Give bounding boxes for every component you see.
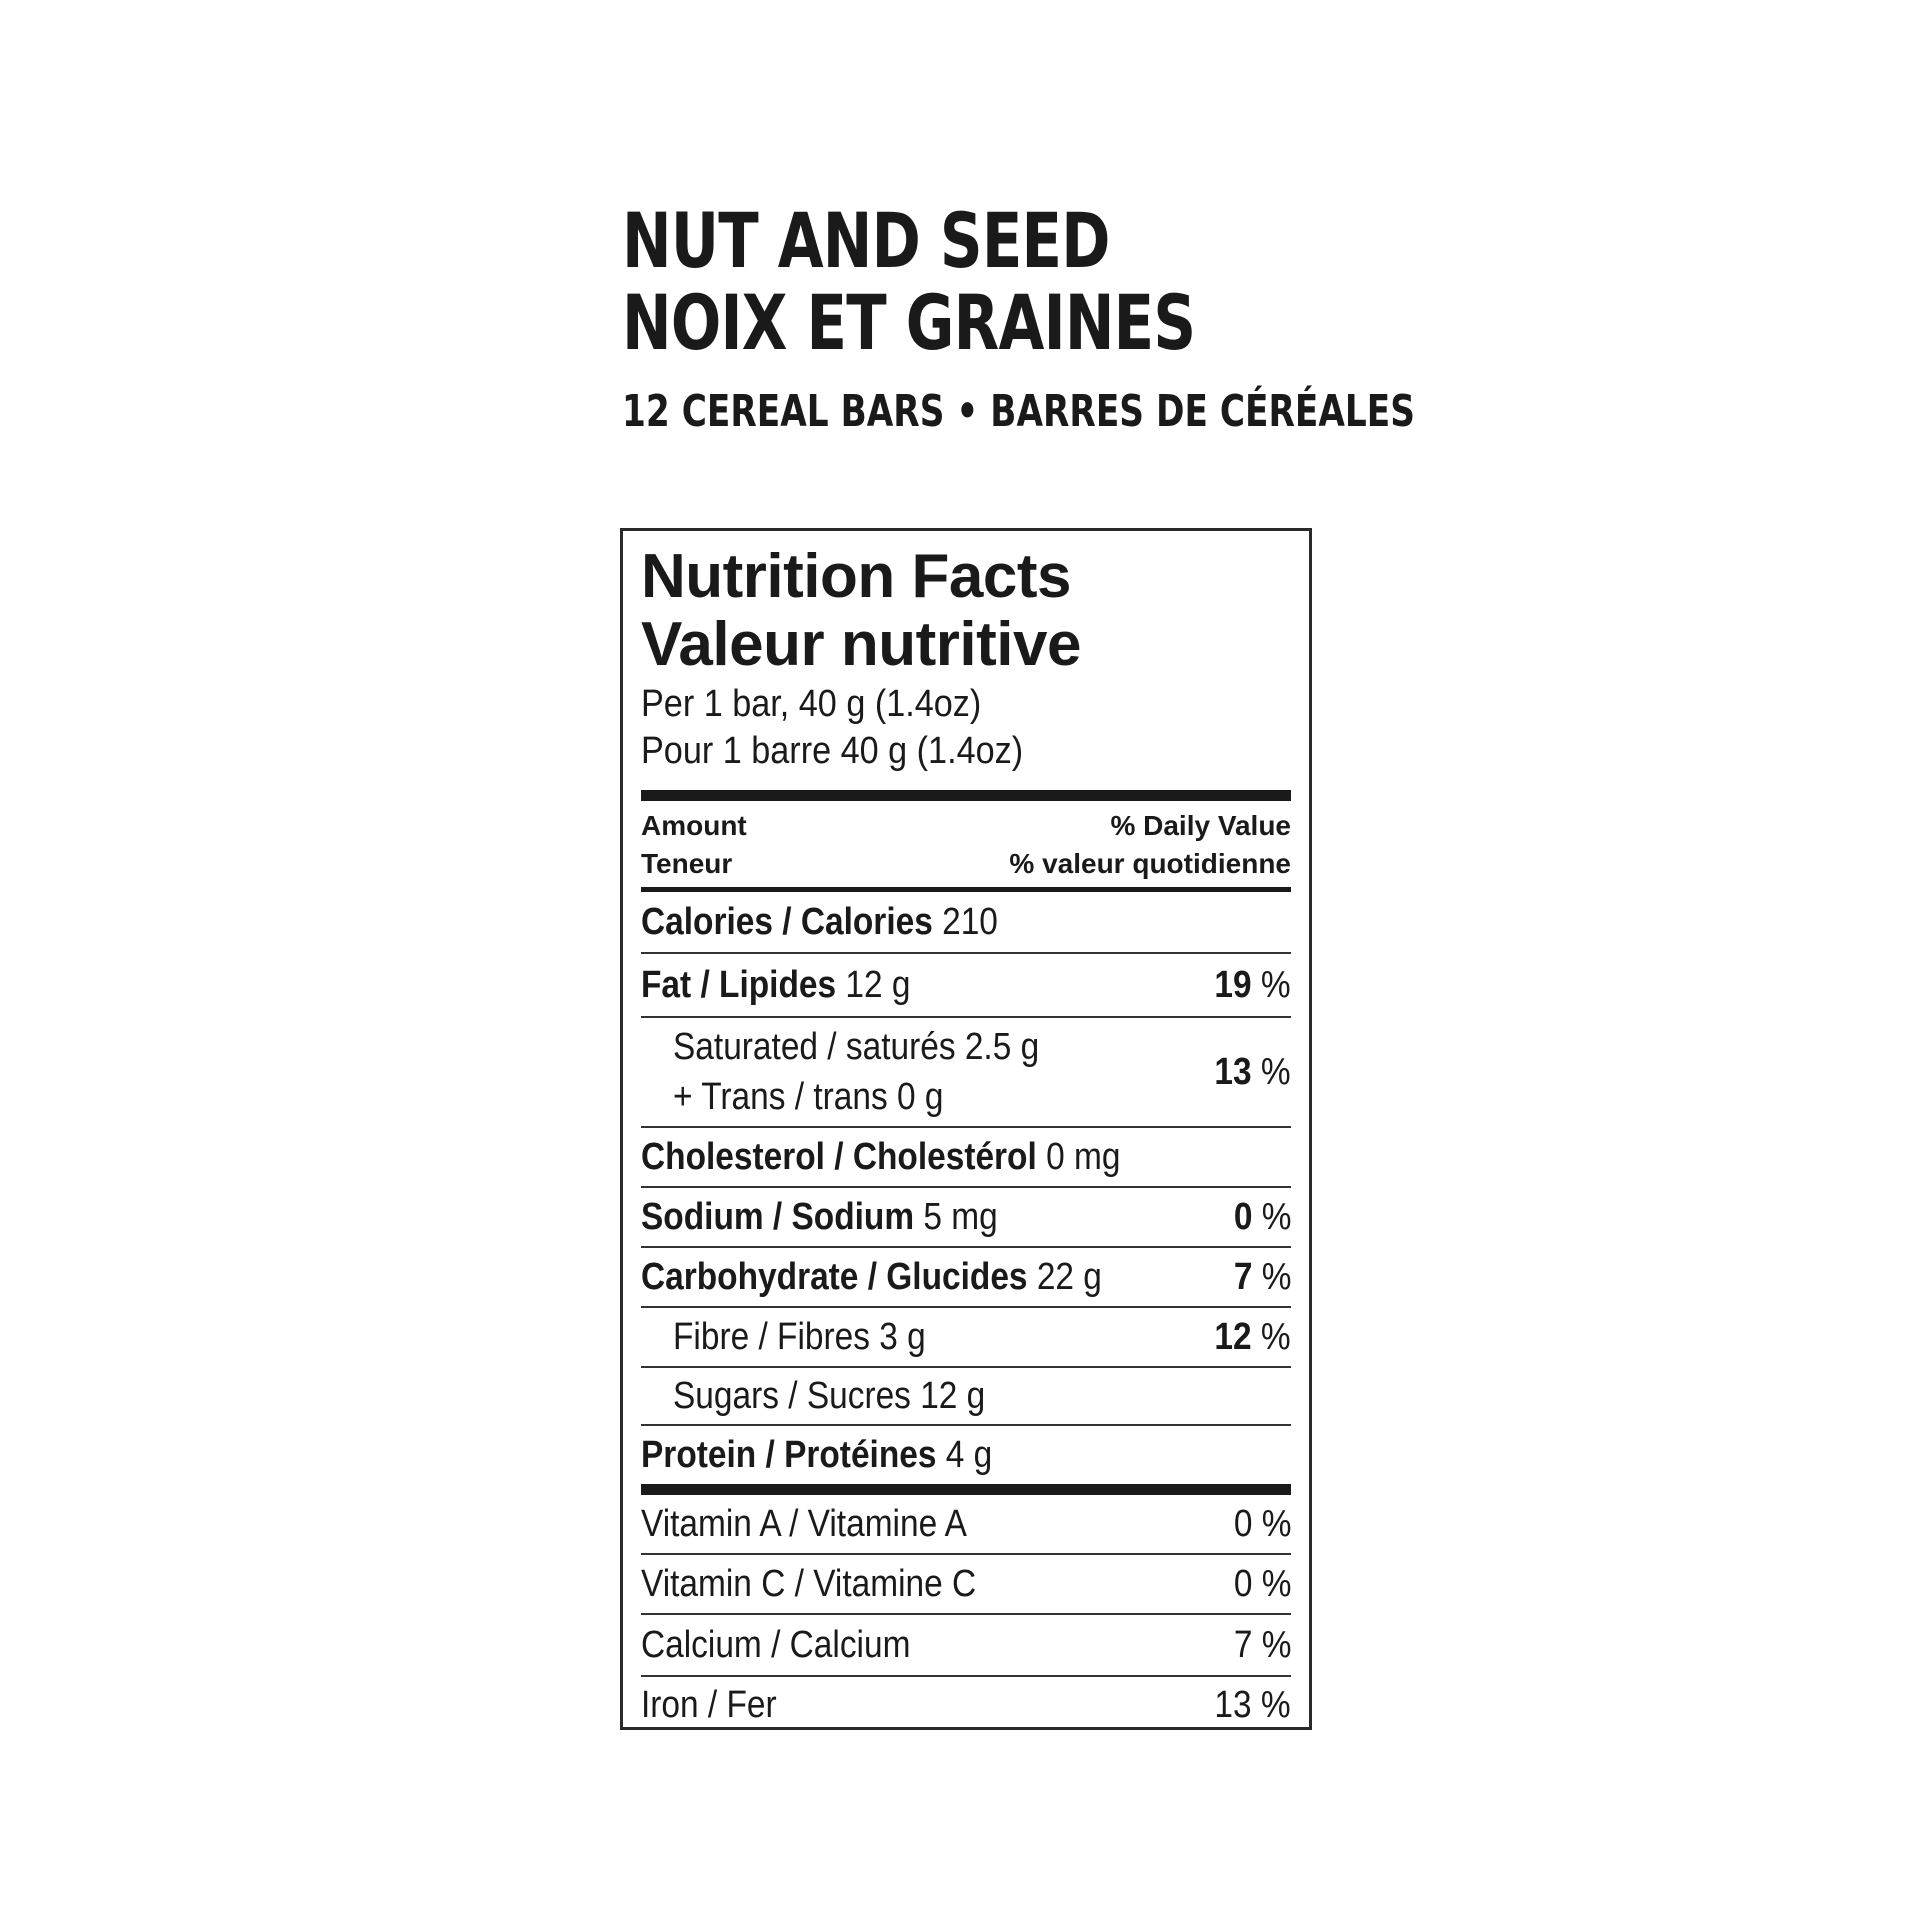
fat-dv: 19 xyxy=(1214,963,1252,1006)
cholesterol-row xyxy=(641,1128,1291,1188)
sodium-row xyxy=(641,1188,1291,1248)
fat-row xyxy=(641,954,1291,1018)
carbohydrate-amount: 22 g xyxy=(1036,1255,1102,1298)
vitamin-row xyxy=(641,1677,1291,1733)
product-header xyxy=(622,196,1415,442)
fat-label: Fat / Lipides xyxy=(641,963,837,1006)
sodium-label: Sodium / Sodium xyxy=(641,1195,915,1238)
calories-row xyxy=(641,892,1291,954)
protein-amount: 4 g xyxy=(945,1433,993,1476)
vitamin-c-dv: 0 % xyxy=(1233,1562,1291,1605)
vitamin-row xyxy=(641,1555,1291,1615)
daily-value-label-en: % Daily Value xyxy=(1110,810,1291,841)
teneur-label: Teneur xyxy=(641,848,733,879)
fibre-dv-unit: % xyxy=(1261,1315,1291,1358)
carbohydrate-label: Carbohydrate / Glucides xyxy=(641,1255,1028,1298)
calcium-label: Calcium / Calcium xyxy=(641,1623,911,1666)
protein-label: Protein / Protéines xyxy=(641,1433,937,1476)
sodium-dv: 0 xyxy=(1233,1195,1252,1238)
fat-amount: 12 g xyxy=(845,963,911,1006)
carbohydrate-row xyxy=(641,1248,1291,1308)
product-name-fr: NOIX ET GRAINES xyxy=(622,278,1196,367)
product-subtitle: 12 CEREAL BARS • BARRES DE CÉRÉALES xyxy=(622,386,1415,437)
vitamin-a-label: Vitamin A / Vitamine A xyxy=(641,1502,967,1545)
trans-label: + Trans / trans 0 g xyxy=(673,1076,944,1118)
nutrition-title-en: Nutrition Facts xyxy=(641,542,1071,611)
sugars-label: Sugars / Sucres 12 g xyxy=(673,1374,986,1417)
saturated-dv: 13 xyxy=(1214,1050,1252,1093)
saturated-dv-unit: % xyxy=(1261,1050,1291,1093)
cholesterol-amount: 0 mg xyxy=(1046,1135,1121,1178)
iron-label: Iron / Fer xyxy=(641,1683,777,1726)
carbohydrate-dv: 7 xyxy=(1233,1255,1252,1298)
sugars-row xyxy=(641,1368,1291,1426)
daily-value-label-fr: % valeur quotidienne xyxy=(1009,848,1291,879)
cholesterol-label: Cholesterol / Cholestérol xyxy=(641,1135,1037,1178)
carbohydrate-dv-unit: % xyxy=(1261,1255,1291,1298)
divider-thick xyxy=(641,790,1291,801)
vitamin-a-dv: 0 % xyxy=(1233,1502,1291,1545)
divider-thick-vitamins xyxy=(641,1484,1291,1495)
product-name-en: NUT AND SEED xyxy=(622,196,1110,285)
column-header xyxy=(641,801,1291,887)
saturated-label: Saturated / saturés 2.5 g xyxy=(673,1026,1040,1068)
amount-label: Amount xyxy=(641,810,747,841)
fibre-dv: 12 xyxy=(1214,1315,1252,1358)
fibre-label: Fibre / Fibres 3 g xyxy=(673,1315,926,1358)
protein-row xyxy=(641,1426,1291,1484)
fat-dv-unit: % xyxy=(1261,963,1291,1006)
calcium-dv: 7 % xyxy=(1233,1623,1291,1666)
saturated-trans-row xyxy=(641,1018,1291,1128)
vitamin-row xyxy=(641,1615,1291,1677)
sodium-dv-unit: % xyxy=(1261,1195,1291,1238)
calories-value: 210 xyxy=(942,900,998,943)
serving-size-en: Per 1 bar, 40 g (1.4oz) xyxy=(641,683,982,725)
vitamin-row xyxy=(641,1495,1291,1555)
vitamin-c-label: Vitamin C / Vitamine C xyxy=(641,1562,977,1605)
calories-label: Calories / Calories xyxy=(641,900,933,943)
sodium-amount: 5 mg xyxy=(923,1195,998,1238)
fibre-row xyxy=(641,1308,1291,1368)
serving-size-fr: Pour 1 barre 40 g (1.4oz) xyxy=(641,730,1024,772)
iron-dv: 13 % xyxy=(1214,1683,1291,1726)
nutrition-title-fr: Valeur nutritive xyxy=(641,610,1081,679)
nutrition-facts-panel xyxy=(620,528,1312,1730)
